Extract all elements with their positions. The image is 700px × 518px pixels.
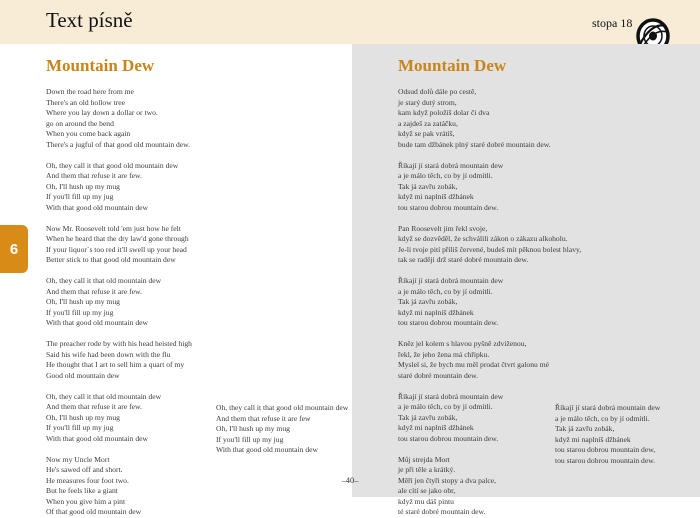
lyric-line: když se dozvěděl, že schválili zákon o zákazu alkoholu. xyxy=(398,234,568,243)
lyric-line: He measures four foot two. xyxy=(46,475,129,485)
lyric-line: Oh, I'll hush up my mug xyxy=(46,297,120,306)
lyric-line: If you'll fill up my jug xyxy=(46,423,114,432)
lyric-line: He's sawed off and short. xyxy=(46,465,123,474)
lyric-line: je při těle a krátký. xyxy=(398,465,456,474)
lyric-line: go on around the bend xyxy=(46,118,114,128)
lyric-stanza xyxy=(398,224,581,266)
english-song-title: Mountain Dew xyxy=(46,56,155,75)
lyric-line: když mu dáš pintu xyxy=(398,496,454,506)
lyric-line: Tak já zavřu zobák, xyxy=(555,424,615,433)
lyric-line: If your liquor`s too red it'll swell up your head xyxy=(46,244,187,254)
lyric-line: If you'll fill up my jug xyxy=(216,434,284,444)
chapter-tab: 6 xyxy=(0,225,28,273)
english-final-chorus xyxy=(216,403,348,456)
lyric-line: Oh, I'll hush up my mug xyxy=(46,412,120,422)
lyric-line: Říkají jí stará dobrá mountain dew xyxy=(555,403,661,412)
lyric-line: a je málo těch, co by jí odmítli. xyxy=(398,286,493,296)
lyric-line: a zajdeš za zatáčku, xyxy=(398,118,458,128)
lyric-line: Better stick to that good old mountain dew xyxy=(46,255,176,264)
lyric-line: a je málo těch, co by jí odmítli. xyxy=(398,402,493,411)
lyric-line: There's a jugful of that good old mountain dew. xyxy=(46,139,191,149)
lyric-line: tak se raději drž staré dobré mountain dew. xyxy=(398,255,529,264)
lyric-line: Oh, I'll hush up my mug xyxy=(216,424,290,433)
lyric-line: There's an old hollow tree xyxy=(46,97,125,107)
lyric-stanza xyxy=(46,276,192,329)
lyric-line: Oh, they call it that good old mountain dew xyxy=(216,403,349,412)
lyric-line: je starý dutý strom, xyxy=(398,97,457,107)
lyric-line: Oh, they call it that old mountain dew xyxy=(46,391,162,401)
lyric-line: kam když položíš dolar či dva xyxy=(398,108,490,117)
lyric-line: And them that refuse it are few xyxy=(216,413,311,423)
lyric-stanza xyxy=(46,224,192,266)
lyric-line: Of that good old mountain dew xyxy=(46,507,142,516)
lyric-line: And them that refuse it are few. xyxy=(46,286,142,296)
lyric-line: řekl, že jeho žena má chřipku. xyxy=(398,349,490,359)
lyric-line: když se pak vrátíš, xyxy=(398,129,455,138)
lyric-line: staré dobré mountain dew. xyxy=(398,370,479,380)
lyric-line: The preacher rode by with his head heisted high xyxy=(46,339,192,348)
lyric-line: když mi naplníš džbánek xyxy=(398,423,474,432)
lyric-stanza xyxy=(398,87,581,150)
page-number: –40– xyxy=(341,475,359,485)
lyric-line: té staré dobré mountain dew. xyxy=(398,507,486,516)
lyric-stanza xyxy=(46,161,192,214)
lyric-line: tou starou dobrou mountain dew, xyxy=(555,445,656,454)
lyric-line: Oh, they call it that good old mountain dew xyxy=(46,160,179,170)
lyric-line: tou starou dobrou mountain dew. xyxy=(398,202,499,212)
lyric-line: Kněz jel kolem s hlavou pyšně zdviženou, xyxy=(398,339,527,348)
lyric-line: Je-li tvoje pití příliš červené, budeš mít pěknou bolest hlavy, xyxy=(398,244,582,254)
lyric-stanza xyxy=(46,392,192,445)
lyric-line: když mi naplníš džbánek xyxy=(398,307,474,317)
final-chorus-stanza xyxy=(555,403,660,466)
lyric-line: když mi naplníš džbánek xyxy=(398,192,474,201)
lyric-line: Good old mountain dew xyxy=(46,370,120,380)
lyric-line: And them that refuse it are few. xyxy=(46,402,142,411)
lyric-stanza xyxy=(398,276,581,329)
lyric-stanza xyxy=(46,455,192,518)
lyric-line: And them that refuse it are few. xyxy=(46,171,142,180)
czech-song-title: Mountain Dew xyxy=(398,56,507,75)
lyric-line: Pan Roosevelt jim řekl svoje, xyxy=(398,223,488,233)
lyric-line: Oh, they call it that old mountain dew xyxy=(46,276,162,285)
lyric-line: Myslel si, že bych mu měl prodat čtvrt galonu mé xyxy=(398,360,549,369)
lyric-stanza xyxy=(398,455,581,518)
english-lyrics xyxy=(46,87,192,518)
lyric-line: Tak já zavřu zobák, xyxy=(398,412,458,422)
lyric-line: If you'll fill up my jug xyxy=(46,192,114,201)
lyric-line: Říkají jí stará dobrá mountain dew xyxy=(398,391,504,401)
lyric-stanza xyxy=(398,392,581,445)
lyric-line: bude tam džbánek plný staré dobré mountain dew. xyxy=(398,139,551,149)
lyric-line: a je málo těch, co by jí odmítli. xyxy=(555,413,650,423)
final-chorus-stanza xyxy=(216,403,348,456)
lyric-line: když mi naplníš džbánek xyxy=(555,434,631,444)
lyric-line: Můj strejda Mort xyxy=(398,454,450,464)
czech-final-chorus xyxy=(555,403,660,466)
czech-lyrics xyxy=(398,87,581,518)
lyric-line: If you'll fill up my jug xyxy=(46,307,114,317)
lyric-line: Where you lay down a dollar or two. xyxy=(46,108,158,117)
lyric-line: With that good old mountain dew xyxy=(46,433,148,443)
lyric-line: Now Mr. Roosevelt told 'em just how he felt xyxy=(46,223,181,233)
lyric-line: a je málo těch, co by jí odmítli. xyxy=(398,171,493,180)
lyric-line: Now my Uncle Mort xyxy=(46,454,110,464)
lyric-line: tou starou dobrou mountain dew. xyxy=(398,318,499,327)
lyric-line: When you give him a pint xyxy=(46,496,126,506)
lyric-line: Měří jen čtyři stopy a dva palce, xyxy=(398,475,497,485)
lyric-line: Tak já zavřu zobák, xyxy=(398,181,458,191)
lyric-line: When you come back again xyxy=(46,129,131,138)
lyric-line: But he feels like a giant xyxy=(46,486,118,495)
lyric-line: tou starou dobrou mountain dew. xyxy=(398,433,499,443)
lyric-line: Odsud dolů dále po cestě, xyxy=(398,87,477,96)
lyric-line: Oh, I'll hush up my mug xyxy=(46,181,120,191)
lyric-stanza xyxy=(46,87,192,150)
lyric-stanza xyxy=(398,161,581,214)
lyric-line: Down the road here from me xyxy=(46,87,134,96)
lyric-stanza xyxy=(398,339,581,381)
lyric-line: tou starou dobrou mountain dew. xyxy=(555,455,656,465)
lyric-line: With that good old mountain dew xyxy=(46,318,148,327)
lyric-line: With that good old mountain dew xyxy=(216,445,318,454)
page-header-title: Text písně xyxy=(46,8,133,32)
lyric-line: Říkají jí stará dobrá mountain dew xyxy=(398,276,504,285)
lyric-line: Říkají jí stará dobrá mountain dew xyxy=(398,160,504,170)
lyric-line: ale cítí se jako obr, xyxy=(398,486,456,495)
track-label: stopa 18 xyxy=(592,16,633,30)
lyric-line: With that good old mountain dew xyxy=(46,202,148,212)
lyric-line: Tak já zavřu zobák, xyxy=(398,297,458,306)
lyric-line: Said his wife had been down with the flu xyxy=(46,349,171,359)
lyric-stanza xyxy=(46,339,192,381)
lyric-line: He thought that I art to sell him a quart of my xyxy=(46,360,185,369)
lyric-line: When he heard that the dry law'd gone through xyxy=(46,234,189,243)
